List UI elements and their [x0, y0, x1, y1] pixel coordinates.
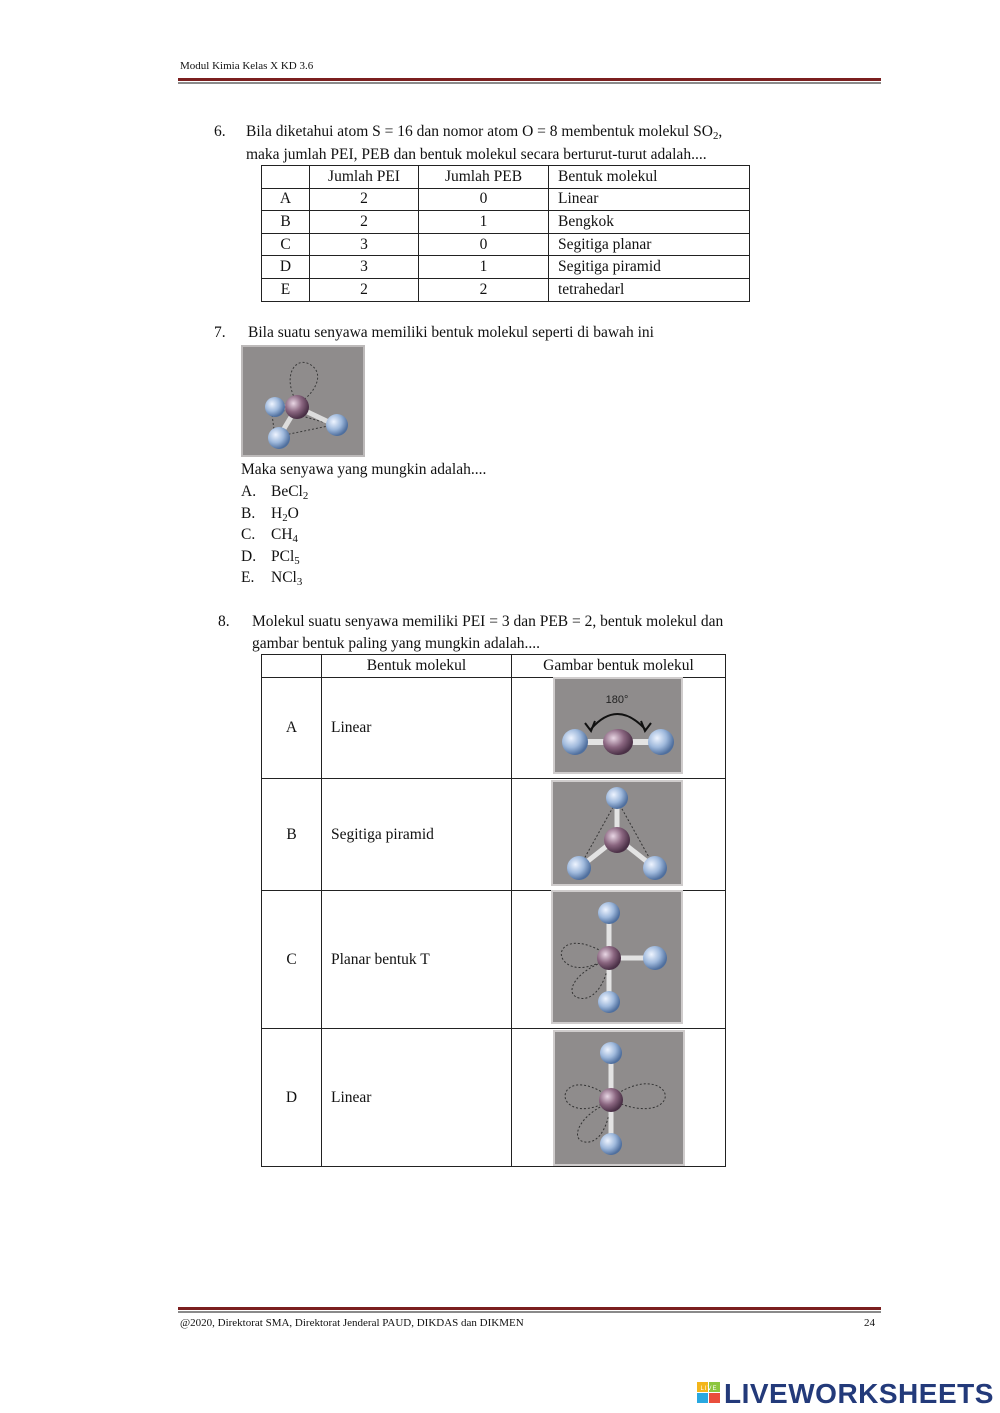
- angle-label: 180°: [605, 694, 629, 706]
- table-row: D 3 1 Segitiga piramid: [262, 256, 750, 279]
- footer-text: @2020, Direktorat SMA, Direktorat Jenderal PAUD, DIKDAS dan DIKMEN: [180, 1317, 524, 1329]
- q7-options: [241, 481, 308, 589]
- q8-line2: gambar bentuk paling yang mungkin adalah....: [252, 635, 540, 652]
- table-row: B 2 1 Bengkok: [262, 211, 750, 234]
- q7-molecule-image: [241, 345, 365, 457]
- table-header-row: Bentuk molekul Gambar bentuk molekul: [262, 655, 726, 678]
- q7-line1: 7. Bila suatu senyawa memiliki bentuk molekul seperti di bawah ini: [214, 322, 654, 344]
- table-row: E 2 2 tetrahedarl: [262, 278, 750, 301]
- q6-table: [261, 165, 750, 302]
- linear-lone-pair-molecule-image: [553, 1030, 685, 1166]
- footer-rule: [178, 1307, 881, 1310]
- q7-number: 7.: [214, 324, 226, 341]
- liveworksheets-logo-icon: [697, 1382, 721, 1404]
- q7-question: Maka senyawa yang mungkin adalah....: [241, 461, 487, 478]
- t-shape-molecule-image: [551, 890, 683, 1024]
- table-row: A Linear: [262, 678, 726, 779]
- header-title: Modul Kimia Kelas X KD 3.6: [180, 60, 314, 72]
- option-a[interactable]: A. BeCl$_2$: [241, 483, 309, 502]
- q8-number: 8.: [218, 613, 230, 630]
- header-rule: [178, 78, 881, 81]
- table-row: B Segitiga piramid: [262, 779, 726, 891]
- table-header-row: Jumlah PEI Jumlah PEB Bentuk molekul: [262, 166, 750, 189]
- option-d[interactable]: D. PCl$_5$: [241, 547, 300, 567]
- table-row: C Planar bentuk T: [262, 891, 726, 1029]
- q6-line1: 6. Bila diketahui atom S = 16 dan nomor atom O = 8 membentuk molekul $SO_2$,: [214, 123, 723, 142]
- q6-number: 6.: [214, 123, 226, 140]
- table-row: A 2 0 Linear: [262, 188, 750, 211]
- header-rule-shadow: [178, 82, 881, 84]
- q8-line1: 8. Molekul suatu senyawa memiliki PEI = 3 dan PEB = 2, bentuk molekul dan: [218, 611, 723, 633]
- footer-rule-shadow: [178, 1311, 881, 1313]
- table-row: D Linear: [262, 1029, 726, 1167]
- linear-molecule-image: [553, 677, 683, 774]
- option-c[interactable]: C. $CH_4$: [241, 526, 298, 546]
- q6-line2: maka jumlah PEI, PEB dan bentuk molekul secara berturut-turut adalah....: [246, 146, 707, 163]
- logo-badge-text: LIVE: [700, 1386, 718, 1392]
- liveworksheets-logo[interactable]: LIVEWORKSHEETS: [724, 1378, 994, 1409]
- table-row: C 3 0 Segitiga planar: [262, 233, 750, 256]
- page-number: 24: [864, 1317, 875, 1329]
- option-b[interactable]: B. $H_2O$: [241, 504, 299, 524]
- trigonal-pyramid-molecule-image: [551, 780, 683, 886]
- option-e[interactable]: E. NCl$_3$: [241, 569, 303, 589]
